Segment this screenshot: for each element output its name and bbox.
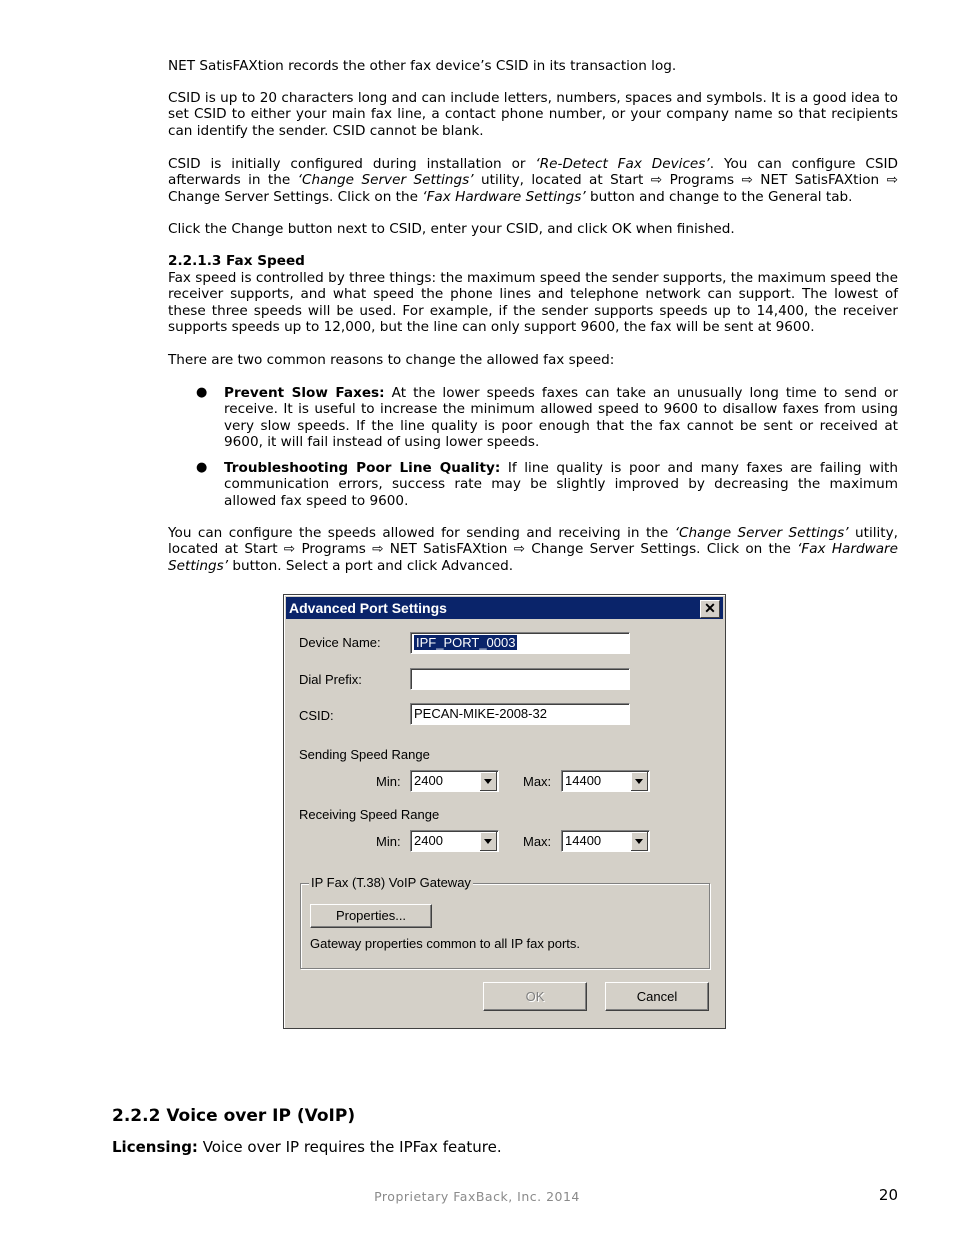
list-item-slow-faxes	[224, 385, 898, 451]
emphasis-redetect: ‘Re-Detect Fax Devices’	[535, 156, 710, 172]
emphasis-fax-hardware-settings: ‘Fax Hardware Settings’	[422, 188, 586, 205]
chevron-down-icon[interactable]	[480, 772, 497, 791]
send-max-value: 14400	[565, 773, 602, 788]
emphasis-change-server-settings: ‘Change Server Settings’	[297, 172, 474, 189]
licensing-label: Licensing:	[112, 1138, 198, 1156]
receiving-speed-range-label: Receiving Speed Range	[299, 807, 440, 822]
bullet-icon: ●	[196, 460, 208, 475]
emphasis-fax-hardware-settings: ‘Fax Hardware Settings’	[168, 541, 898, 574]
device-name-value: IPF_PORT_0003	[416, 635, 516, 650]
device-name-label: Device Name:	[299, 635, 381, 650]
send-max-select[interactable]	[561, 770, 650, 792]
text-span: utility, located at Start ⇨ Programs ⇨ NET SatisFAXtion ⇨ Change Server Settings. Click on the	[168, 525, 898, 558]
recv-min-select[interactable]	[410, 830, 499, 852]
list-item-text: At the lower speeds faxes can take an unusually long time to send or receive. It is useful to increase the minimum allowed speed to 9600 to disallow faxes from using very slow speeds. If the line quality is poor enough that the fax cannot be sent or received at 9600, it will fail instead of using lower speeds.	[224, 385, 898, 451]
ok-button[interactable]: OK	[483, 982, 587, 1011]
recv-max-value: 14400	[565, 833, 602, 848]
paragraph-common-reasons: There are two common reasons to change the allowed fax speed:	[168, 352, 615, 368]
licensing-text: Voice over IP requires the IPFax feature.	[197, 1138, 502, 1156]
text-span: . You can configure CSID afterwards in the	[168, 156, 899, 189]
csid-label: CSID:	[299, 708, 334, 723]
cancel-button[interactable]: Cancel	[605, 982, 709, 1011]
device-name-input[interactable]	[410, 632, 630, 654]
text-span: button and change to the General tab.	[585, 188, 853, 205]
dial-prefix-input[interactable]	[410, 668, 630, 690]
dial-prefix-label: Dial Prefix:	[299, 672, 362, 687]
text-span: utility, located at Start ⇨ Programs ⇨ NET SatisFAXtion ⇨ Change Server Settings. Click on the	[168, 172, 898, 205]
send-min-select[interactable]	[410, 770, 499, 792]
paragraph-fax-speed: Fax speed is controlled by three things: the maximum speed the sender supports, the maximum speed the receiver supports, and what speed the phone lines and telephone network can support. The lowest of these three speeds will be used. For example, if the sender supports speeds up to 14,400, the receiver supports speeds up to 12,000, but the line can only support 9600, the fax will be sent at 9600.	[168, 270, 898, 336]
sending-speed-range-label: Sending Speed Range	[299, 747, 430, 762]
properties-button[interactable]: Properties...	[310, 904, 432, 928]
heading-voip: 2.2.2 Voice over IP (VoIP)	[112, 1106, 356, 1126]
voip-gateway-group	[300, 875, 710, 969]
page-number: 20	[878, 1186, 898, 1204]
send-min-label: Min:	[376, 774, 401, 789]
dialog-title-bar	[286, 597, 723, 619]
chevron-down-icon[interactable]	[480, 832, 497, 851]
recv-max-select[interactable]	[561, 830, 650, 852]
csid-input[interactable]: PECAN-MIKE-2008-32	[410, 703, 630, 725]
close-icon[interactable]: ✕	[700, 600, 720, 618]
send-min-value: 2400	[414, 773, 443, 788]
list-item-title: Troubleshooting Poor Line Quality:	[224, 460, 501, 476]
text-span: button. Select a port and click Advanced.	[228, 557, 514, 574]
chevron-down-icon[interactable]	[631, 832, 648, 851]
send-max-label: Max:	[523, 774, 552, 789]
paragraph-csid-length: CSID is up to 20 characters long and can include letters, numbers, spaces and symbols. It is a good idea to set CSID to either your main fax line, a contact phone number, or your company name so that recipients can identify the sender. CSID cannot be blank.	[168, 90, 898, 139]
text-span: CSID is initially configured during installation or	[168, 156, 536, 172]
paragraph-csid-log: NET SatisFAXtion records the other fax device’s CSID in its transaction log.	[168, 58, 677, 74]
list-item-title: Prevent Slow Faxes:	[224, 385, 385, 401]
list-item-line-quality	[224, 460, 898, 509]
recv-max-label: Max:	[523, 834, 552, 849]
licensing-line	[112, 1138, 502, 1156]
recv-min-label: Min:	[376, 834, 401, 849]
dialog-title: Advanced Port Settings	[289, 600, 447, 616]
gateway-note: Gateway properties common to all IP fax ports.	[310, 936, 580, 951]
list-item-text: If line quality is poor and many faxes are failing with communication errors, success rate may be slightly improved by decreasing the maximum allowed fax speed to 9600.	[224, 460, 898, 509]
paragraph-configure-speeds	[168, 525, 898, 574]
footer-text: Proprietary FaxBack, Inc. 2014	[374, 1189, 580, 1204]
chevron-down-icon[interactable]	[631, 772, 648, 791]
advanced-port-settings-dialog	[283, 594, 726, 1029]
paragraph-csid-config	[168, 156, 898, 205]
voip-gateway-group-label: IP Fax (T.38) VoIP Gateway	[311, 875, 471, 890]
paragraph-change-button: Click the Change button next to CSID, enter your CSID, and click OK when finished.	[168, 221, 735, 237]
recv-min-value: 2400	[414, 833, 443, 848]
bullet-icon: ●	[196, 385, 208, 400]
heading-fax-speed: 2.2.1.3 Fax Speed	[168, 253, 305, 269]
emphasis-change-server-settings: ‘Change Server Settings’	[674, 525, 849, 541]
text-span: You can configure the speeds allowed for sending and receiving in the	[168, 525, 675, 541]
